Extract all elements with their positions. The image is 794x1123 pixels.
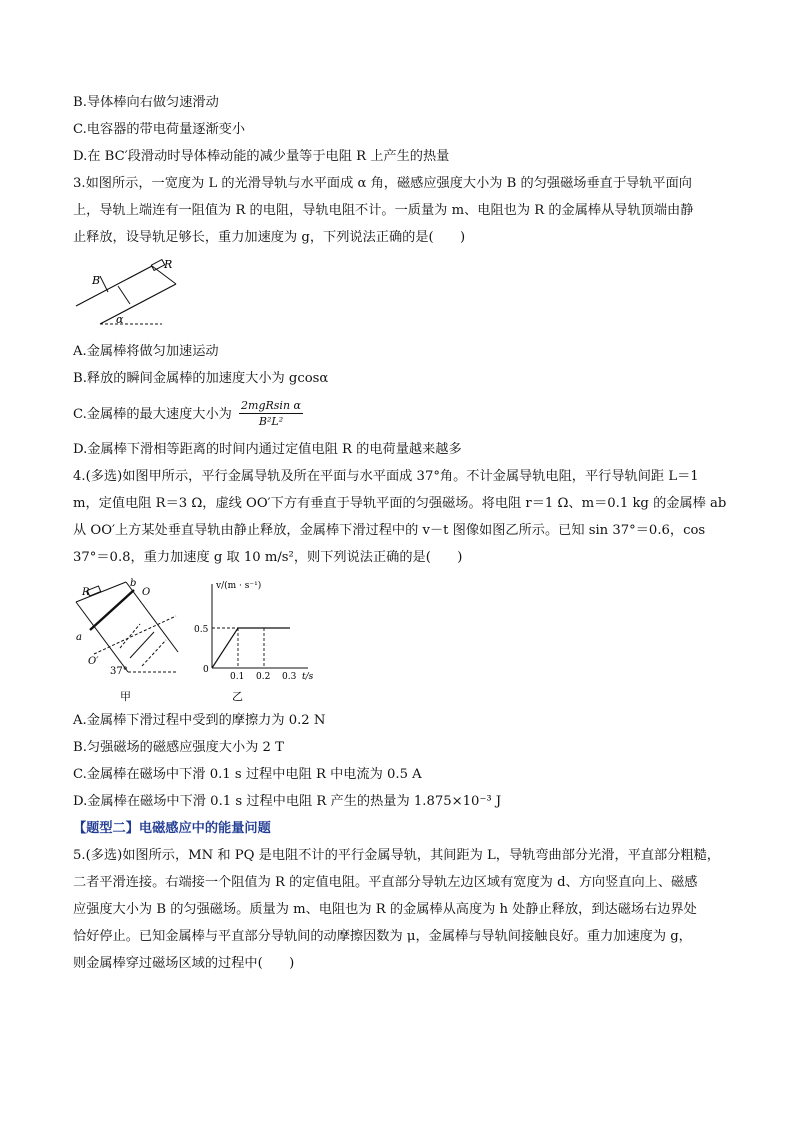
question-4-line-3: 从 OO′上方某处垂直导轨由静止释放，金属棒下滑过程中的 v－t 图像如图乙所示。已知 sin 37°＝0.6，cos (73, 523, 706, 538)
question-4-line-1: 4.(多选)如图甲所示，平行金属导轨及所在平面与水平面成 37°角。不计金属导轨电阻，平行导轨间距 L＝1 (73, 469, 699, 484)
jia-label-angle: 37° (110, 666, 128, 677)
option-d-q4: D.金属棒在磁场中下滑 0.1 s 过程中电阻 R 产生的热量为 1.875×10⁻³ J (73, 794, 502, 809)
label-alpha: α (116, 313, 124, 326)
option-a-q3: A.金属棒将做匀加速运动 (73, 344, 219, 359)
question-3-line-3: 止释放，设导轨足够长，重力加速度为 g，下列说法正确的是( ) (73, 230, 466, 245)
xtick-label-2: 0.2 (256, 672, 271, 682)
fraction-numerator: 2mgRsin α (239, 399, 303, 414)
jia-label-o-prime: O′ (88, 656, 99, 667)
jia-label-b: b (130, 578, 137, 589)
option-d-q2: D.在 BC′段滑动时导体棒动能的减少量等于电阻 R 上产生的热量 (73, 149, 450, 164)
figure-q3-incline (72, 256, 182, 332)
jia-caption: 甲 (120, 690, 131, 703)
option-c-q3: C.金属棒的最大速度大小为 (73, 407, 232, 422)
ylabel: v/(m · s⁻¹) (216, 581, 262, 591)
fraction-denominator: B²L² (258, 415, 284, 428)
option-d-q3: D.金属棒下滑相等距离的时间内通过定值电阻 R 的电荷量越来越多 (73, 442, 462, 457)
question-5-line-2: 二者平滑连接。右端接一个阻值为 R 的定值电阻。平直部分导轨左边区域有宽度为 d、方向竖直向上、磁感 (73, 875, 698, 890)
option-a-q4: A.金属棒下滑过程中受到的摩擦力为 0.2 N (73, 713, 326, 728)
xtick-label-1: 0.1 (230, 672, 245, 682)
option-b-q3: B.释放的瞬间金属棒的加速度大小为 gcosα (73, 371, 329, 386)
series-line (212, 628, 290, 668)
xlabel: t/s (302, 672, 314, 682)
question-5-line-3: 应强度大小为 B 的匀强磁场。质量为 m、电阻也为 R 的金属棒从高度为 h 处静止释放，到达磁场右边界处 (73, 902, 697, 917)
question-4-line-2: m，定值电阻 R＝3 Ω，虚线 OO′下方有垂直于导轨平面的匀强磁场。将电阻 r＝1 Ω、m＝0.1 kg 的金属棒 ab (73, 496, 727, 511)
option-b-q2: B.导体棒向右做匀速滑动 (73, 95, 219, 110)
option-b-q4: B.匀强磁场的磁感应强度大小为 2 T (73, 740, 284, 755)
question-5-line-1: 5.(多选)如图所示，MN 和 PQ 是电阻不计的平行金属导轨，其间距为 L，导轨弯曲部分光滑，平直部分粗糙， (73, 848, 720, 863)
label-b: B (92, 274, 101, 287)
option-c-q2: C.电容器的带电荷量逐渐变小 (73, 122, 246, 137)
jia-label-a: a (76, 632, 82, 643)
label-r: R (164, 258, 173, 271)
question-3-line-1: 3.如图所示，一宽度为 L 的光滑导轨与水平面成 α 角，磁感应强度大小为 B 的匀强磁场垂直于导轨平面向 (73, 176, 692, 191)
yi-caption: 乙 (232, 690, 243, 703)
figure-q4-jia (70, 576, 186, 704)
max-speed-fraction (239, 399, 303, 428)
jia-label-o: O (142, 587, 151, 598)
ytick-label: 0.5 (194, 625, 209, 635)
option-c-q4: C.金属棒在磁场中下滑 0.1 s 过程中电阻 R 中电流为 0.5 A (73, 767, 422, 782)
question-3-line-2: 上，导轨上端连有一阻值为 R 的电阻，导轨电阻不计。一质量为 m、电阻也为 R 的金属棒从导轨顶端由静 (73, 203, 694, 218)
origin-label: 0 (203, 665, 209, 675)
section-header-type-2: 【题型二】电磁感应中的能量问题 (73, 821, 271, 836)
xtick-label-3: 0.3 (282, 672, 297, 682)
question-5-line-5: 则金属棒穿过磁场区域的过程中( ) (73, 956, 295, 971)
jia-label-r: R (82, 587, 90, 598)
question-4-line-4: 37°＝0.8，重力加速度 g 取 10 m/s²，则下列说法正确的是( ) (73, 550, 463, 565)
figure-q4-yi-chart (196, 576, 336, 704)
question-5-line-4: 恰好停止。已知金属棒与平直部分导轨间的动摩擦因数为 μ，金属棒与导轨间接触良好。重力加速度为 g， (73, 929, 692, 944)
